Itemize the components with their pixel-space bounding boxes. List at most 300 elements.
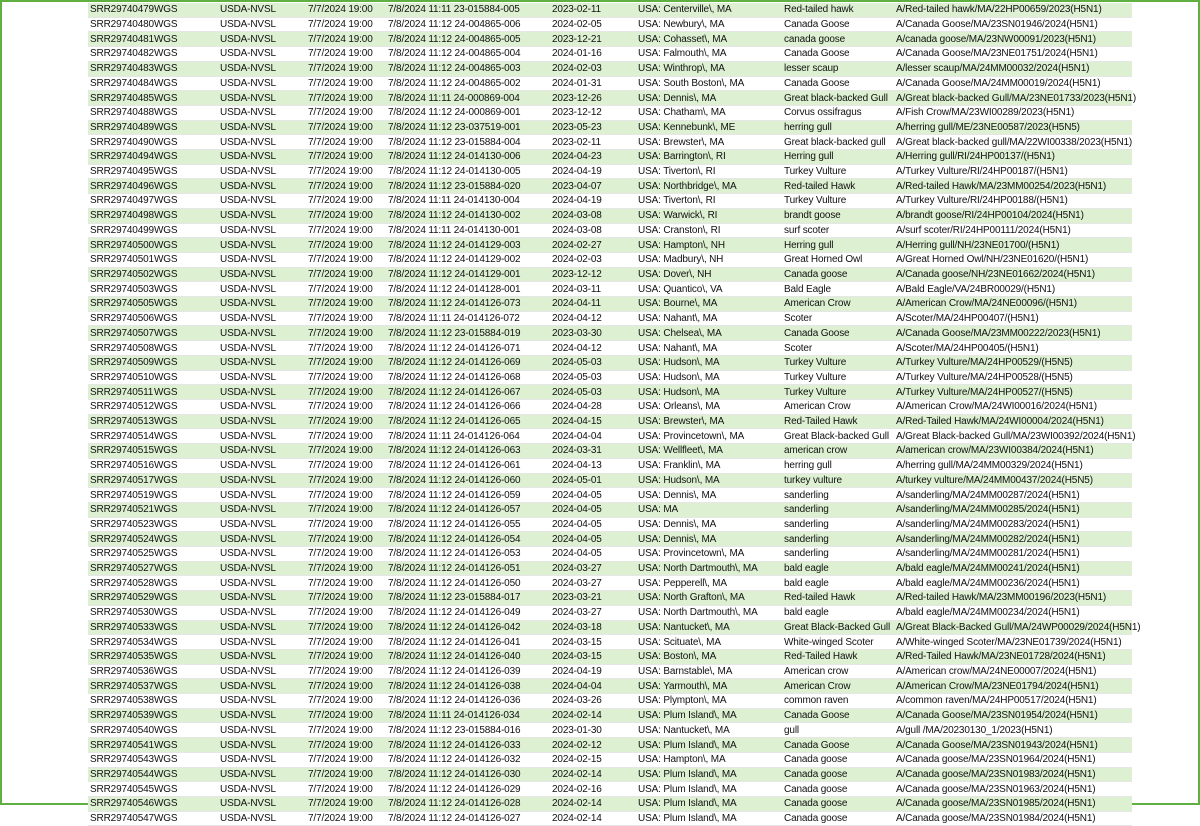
release-date-cell: 7/7/2024 19:00 xyxy=(306,414,386,429)
table-row xyxy=(88,105,1132,120)
collection-date-cell: 2024-01-16 xyxy=(550,47,636,62)
center-name-cell: USDA-NVSL xyxy=(218,3,306,17)
host-cell: common raven xyxy=(782,694,894,709)
load-date-sample-id-cell: 7/8/2024 11:12 24-014126-041 xyxy=(386,635,550,650)
isolate-name-cell: A/Turkey Vulture/RI/24HP00187/(H5N1) xyxy=(894,164,1132,179)
collection-date-cell: 2024-04-11 xyxy=(550,297,636,312)
center-name-cell: USDA-NVSL xyxy=(218,649,306,664)
load-date-sample-id-cell: 7/8/2024 11:12 24-014126-068 xyxy=(386,370,550,385)
isolate-name-cell: A/Turkey Vulture/MA/24HP00529/(H5N5) xyxy=(894,355,1132,370)
center-name-cell: USDA-NVSL xyxy=(218,179,306,194)
load-date-sample-id-cell: 7/8/2024 11:12 23-015884-004 xyxy=(386,135,550,150)
assay-type-cell: WGS xyxy=(152,723,218,738)
table-row xyxy=(88,502,1132,517)
run-accession-cell: SRR29740500 xyxy=(90,239,154,251)
assay-type-cell: WGS xyxy=(152,458,218,473)
host-cell: herring gull xyxy=(782,458,894,473)
host-cell: gull xyxy=(782,723,894,738)
load-date-sample-id-cell: 7/8/2024 11:12 24-014129-001 xyxy=(386,267,550,282)
release-date-cell: 7/7/2024 19:00 xyxy=(306,399,386,414)
host-cell: Great black-backed gull xyxy=(782,135,894,150)
collection-date-cell: 2024-04-05 xyxy=(550,547,636,562)
isolate-name-cell: A/Herring gull/NH/23NE01700/(H5N1) xyxy=(894,238,1132,253)
release-date-cell: 7/7/2024 19:00 xyxy=(306,649,386,664)
run-accession-cell: SRR29740541 xyxy=(90,739,154,751)
load-date-sample-id-cell: 7/8/2024 11:12 24-014126-038 xyxy=(386,679,550,694)
release-date-cell: 7/7/2024 19:00 xyxy=(306,32,386,47)
load-date-sample-id-cell: 7/8/2024 11:12 24-004865-006 xyxy=(386,17,550,32)
center-name-cell: USDA-NVSL xyxy=(218,517,306,532)
geo-location-cell: USA: Plympton\, MA xyxy=(636,694,782,709)
host-cell: Great Horned Owl xyxy=(782,252,894,267)
center-name-cell: USDA-NVSL xyxy=(218,370,306,385)
collection-date-cell: 2024-04-13 xyxy=(550,458,636,473)
collection-date-cell: 2024-04-05 xyxy=(550,532,636,547)
run-accession-cell: SRR29740482 xyxy=(90,48,154,60)
assay-type-cell: WGS xyxy=(152,150,218,165)
isolate-name-cell: A/bald eagle/MA/24MM00236/2024(H5N1) xyxy=(894,576,1132,591)
host-cell: White-winged Scoter xyxy=(782,635,894,650)
center-name-cell: USDA-NVSL xyxy=(218,341,306,356)
assay-type-cell: WGS xyxy=(152,252,218,267)
collection-date-cell: 2024-04-19 xyxy=(550,164,636,179)
collection-date-cell: 2024-03-15 xyxy=(550,635,636,650)
assay-type-cell: WGS xyxy=(152,796,218,811)
assay-type-cell: WGS xyxy=(152,767,218,782)
table-row xyxy=(88,120,1132,135)
collection-date-cell: 2024-04-05 xyxy=(550,502,636,517)
table-row xyxy=(88,370,1132,385)
load-date-sample-id-cell: 7/8/2024 11:12 24-014126-054 xyxy=(386,532,550,547)
host-cell: Red-tailed Hawk xyxy=(782,179,894,194)
release-date-cell: 7/7/2024 19:00 xyxy=(306,179,386,194)
assay-type-cell: WGS xyxy=(152,547,218,562)
center-name-cell: USDA-NVSL xyxy=(218,61,306,76)
assay-type-cell: WGS xyxy=(152,194,218,209)
run-accession-cell: SRR29740512 xyxy=(90,401,154,413)
release-date-cell: 7/7/2024 19:00 xyxy=(306,194,386,209)
run-accession-cell: SRR29740545 xyxy=(90,783,154,795)
assay-type-cell: WGS xyxy=(152,502,218,517)
release-date-cell: 7/7/2024 19:00 xyxy=(306,723,386,738)
release-date-cell: 7/7/2024 19:00 xyxy=(306,120,386,135)
host-cell: Turkey Vulture xyxy=(782,194,894,209)
assay-type-cell: WGS xyxy=(152,91,218,106)
geo-location-cell: USA: Scituate\, MA xyxy=(636,635,782,650)
geo-location-cell: USA: Brewster\, MA xyxy=(636,135,782,150)
center-name-cell: USDA-NVSL xyxy=(218,399,306,414)
table-row xyxy=(88,297,1132,312)
geo-location-cell: USA: Cohasset\, MA xyxy=(636,32,782,47)
geo-location-cell: USA: Dennis\, MA xyxy=(636,488,782,503)
load-date-sample-id-cell: 7/8/2024 11:12 24-004865-004 xyxy=(386,47,550,62)
run-accession-cell: SRR29740484 xyxy=(90,77,154,89)
assay-type-cell: WGS xyxy=(152,223,218,238)
assay-type-cell: WGS xyxy=(152,385,218,400)
table-row xyxy=(88,782,1132,797)
release-date-cell: 7/7/2024 19:00 xyxy=(306,458,386,473)
geo-location-cell: USA: Hudson\, MA xyxy=(636,370,782,385)
host-cell: Canada goose xyxy=(782,782,894,797)
isolate-name-cell: A/gull /MA/20230130_1/2023(H5N1) xyxy=(894,723,1132,738)
isolate-name-cell: A/White-winged Scoter/MA/23NE01739/2024(H5N1) xyxy=(894,635,1132,650)
table-row xyxy=(88,752,1132,767)
center-name-cell: USDA-NVSL xyxy=(218,194,306,209)
collection-date-cell: 2023-12-21 xyxy=(550,32,636,47)
run-accession-cell: SRR29740506 xyxy=(90,313,154,325)
run-accession-cell: SRR29740488 xyxy=(90,107,154,119)
table-row xyxy=(88,282,1132,297)
host-cell: Canada Goose xyxy=(782,17,894,32)
load-date-sample-id-cell: 7/8/2024 11:12 24-014129-002 xyxy=(386,252,550,267)
load-date-sample-id-cell: 7/8/2024 11:11 24-014126-072 xyxy=(386,311,550,326)
assay-type-cell: WGS xyxy=(152,635,218,650)
collection-date-cell: 2024-02-14 xyxy=(550,811,636,826)
collection-date-cell: 2023-12-12 xyxy=(550,267,636,282)
collection-date-cell: 2024-03-26 xyxy=(550,694,636,709)
center-name-cell: USDA-NVSL xyxy=(218,297,306,312)
load-date-sample-id-cell: 7/8/2024 11:12 24-014126-030 xyxy=(386,767,550,782)
table-row xyxy=(88,414,1132,429)
run-accession-cell: SRR29740517 xyxy=(90,474,154,486)
center-name-cell: USDA-NVSL xyxy=(218,620,306,635)
center-name-cell: USDA-NVSL xyxy=(218,105,306,120)
release-date-cell: 7/7/2024 19:00 xyxy=(306,76,386,91)
collection-date-cell: 2024-05-03 xyxy=(550,370,636,385)
table-row xyxy=(88,150,1132,165)
assay-type-cell: WGS xyxy=(152,444,218,459)
geo-location-cell: USA: Boston\, MA xyxy=(636,649,782,664)
release-date-cell: 7/7/2024 19:00 xyxy=(306,429,386,444)
host-cell: Canada Goose xyxy=(782,708,894,723)
isolate-name-cell: A/turkey vulture/MA/24MM00437/2024(H5N5) xyxy=(894,473,1132,488)
run-accession-cell: SRR29740507 xyxy=(90,327,154,339)
center-name-cell: USDA-NVSL xyxy=(218,502,306,517)
release-date-cell: 7/7/2024 19:00 xyxy=(306,135,386,150)
collection-date-cell: 2024-02-16 xyxy=(550,782,636,797)
geo-location-cell: USA: Hudson\, MA xyxy=(636,473,782,488)
isolate-name-cell: A/sanderling/MA/24MM00283/2024(H5N1) xyxy=(894,517,1132,532)
run-accession-cell: SRR29740499 xyxy=(90,224,154,236)
host-cell: bald eagle xyxy=(782,561,894,576)
isolate-name-cell: A/Canada Goose/MA/23SN01943/2024(H5N1) xyxy=(894,738,1132,753)
isolate-name-cell: A/Canada goose/MA/23SN01963/2024(H5N1) xyxy=(894,782,1132,797)
isolate-name-cell: A/Canada Goose/MA/23NE01751/2024(H5N1) xyxy=(894,47,1132,62)
collection-date-cell: 2024-05-03 xyxy=(550,355,636,370)
center-name-cell: USDA-NVSL xyxy=(218,76,306,91)
assay-type-cell: WGS xyxy=(152,341,218,356)
isolate-name-cell: A/herring gull/MA/24MM00329/2024(H5N1) xyxy=(894,458,1132,473)
geo-location-cell: USA: Plum Island\, MA xyxy=(636,708,782,723)
host-cell: Great Black-backed Gull xyxy=(782,429,894,444)
load-date-sample-id-cell: 7/8/2024 11:12 24-014130-006 xyxy=(386,150,550,165)
load-date-sample-id-cell: 7/8/2024 11:12 24-014126-049 xyxy=(386,605,550,620)
run-accession-cell: SRR29740527 xyxy=(90,563,154,575)
center-name-cell: USDA-NVSL xyxy=(218,605,306,620)
assay-type-cell: WGS xyxy=(152,664,218,679)
host-cell: American crow xyxy=(782,664,894,679)
load-date-sample-id-cell: 7/8/2024 11:12 24-014129-003 xyxy=(386,238,550,253)
geo-location-cell: USA: Plum Island\, MA xyxy=(636,796,782,811)
release-date-cell: 7/7/2024 19:00 xyxy=(306,532,386,547)
geo-location-cell: USA: Hudson\, MA xyxy=(636,355,782,370)
release-date-cell: 7/7/2024 19:00 xyxy=(306,591,386,606)
geo-location-cell: USA: Tiverton\, RI xyxy=(636,194,782,209)
load-date-sample-id-cell: 7/8/2024 11:12 24-014126-050 xyxy=(386,576,550,591)
release-date-cell: 7/7/2024 19:00 xyxy=(306,208,386,223)
table-row xyxy=(88,767,1132,782)
run-accession-cell: SRR29740535 xyxy=(90,651,154,663)
assay-type-cell: WGS xyxy=(152,105,218,120)
run-accession-cell: SRR29740515 xyxy=(90,445,154,457)
isolate-name-cell: A/Great black-backed gull/MA/22WI00338/2023(H5N1) xyxy=(896,136,1133,148)
geo-location-cell: USA: South Boston\, MA xyxy=(636,76,782,91)
release-date-cell: 7/7/2024 19:00 xyxy=(306,738,386,753)
table-row xyxy=(88,399,1132,414)
collection-date-cell: 2023-05-23 xyxy=(550,120,636,135)
release-date-cell: 7/7/2024 19:00 xyxy=(306,767,386,782)
load-date-sample-id-cell: 7/8/2024 11:12 24-014126-033 xyxy=(386,738,550,753)
geo-location-cell: USA: Plum Island\, MA xyxy=(636,782,782,797)
center-name-cell: USDA-NVSL xyxy=(218,47,306,62)
release-date-cell: 7/7/2024 19:00 xyxy=(306,576,386,591)
center-name-cell: USDA-NVSL xyxy=(218,17,306,32)
load-date-sample-id-cell: 7/8/2024 11:12 24-014130-002 xyxy=(386,208,550,223)
load-date-sample-id-cell: 7/8/2024 11:11 24-014130-004 xyxy=(386,194,550,209)
release-date-cell: 7/7/2024 19:00 xyxy=(306,252,386,267)
table-row xyxy=(88,326,1132,341)
center-name-cell: USDA-NVSL xyxy=(218,120,306,135)
geo-location-cell: USA: Hampton\, MA xyxy=(636,752,782,767)
geo-location-cell: USA: Dover\, NH xyxy=(636,267,782,282)
isolate-name-cell: A/Red-Tailed Hawk/MA/23NE01728/2024(H5N1) xyxy=(894,649,1132,664)
load-date-sample-id-cell: 7/8/2024 11:12 24-014126-073 xyxy=(386,297,550,312)
collection-date-cell: 2024-02-03 xyxy=(550,61,636,76)
host-cell: Bald Eagle xyxy=(782,282,894,297)
center-name-cell: USDA-NVSL xyxy=(218,164,306,179)
collection-date-cell: 2024-03-27 xyxy=(550,605,636,620)
host-cell: Scoter xyxy=(782,341,894,356)
collection-date-cell: 2024-04-28 xyxy=(550,399,636,414)
release-date-cell: 7/7/2024 19:00 xyxy=(306,620,386,635)
isolate-name-cell: A/bald eagle/MA/24MM00234/2024(H5N1) xyxy=(894,605,1132,620)
load-date-sample-id-cell: 7/8/2024 11:12 24-004865-002 xyxy=(386,76,550,91)
release-date-cell: 7/7/2024 19:00 xyxy=(306,488,386,503)
host-cell: Great black-backed Gull xyxy=(782,91,894,106)
run-accession-cell: SRR29740538 xyxy=(90,695,154,707)
release-date-cell: 7/7/2024 19:00 xyxy=(306,238,386,253)
run-accession-cell: SRR29740510 xyxy=(90,371,154,383)
geo-location-cell: USA: Nantucket\, MA xyxy=(636,620,782,635)
run-accession-cell: SRR29740540 xyxy=(90,724,154,736)
run-accession-cell: SRR29740498 xyxy=(90,210,154,222)
collection-date-cell: 2024-04-04 xyxy=(550,429,636,444)
host-cell: Canada goose xyxy=(782,767,894,782)
assay-type-cell: WGS xyxy=(152,649,218,664)
release-date-cell: 7/7/2024 19:00 xyxy=(306,91,386,106)
table-row xyxy=(88,164,1132,179)
release-date-cell: 7/7/2024 19:00 xyxy=(306,473,386,488)
collection-date-cell: 2024-04-12 xyxy=(550,311,636,326)
assay-type-cell: WGS xyxy=(152,694,218,709)
load-date-sample-id-cell: 7/8/2024 11:12 24-014126-051 xyxy=(386,561,550,576)
isolate-name-cell: A/Canada goose/MA/23SN01983/2024(H5N1) xyxy=(894,767,1132,782)
assay-type-cell: WGS xyxy=(152,267,218,282)
table-row xyxy=(88,135,1132,150)
host-cell: Herring gull xyxy=(782,150,894,165)
load-date-sample-id-cell: 7/8/2024 11:12 24-014126-055 xyxy=(386,517,550,532)
geo-location-cell: USA: Dennis\, MA xyxy=(636,532,782,547)
host-cell: canada goose xyxy=(782,32,894,47)
run-accession-cell: SRR29740514 xyxy=(90,430,154,442)
run-accession-cell: SRR29740481 xyxy=(90,33,154,45)
assay-type-cell: WGS xyxy=(152,414,218,429)
table-row xyxy=(88,385,1132,400)
release-date-cell: 7/7/2024 19:00 xyxy=(306,370,386,385)
center-name-cell: USDA-NVSL xyxy=(218,238,306,253)
isolate-name-cell: A/Canada goose/MA/23SN01985/2024(H5N1) xyxy=(894,796,1132,811)
center-name-cell: USDA-NVSL xyxy=(218,135,306,150)
center-name-cell: USDA-NVSL xyxy=(218,782,306,797)
host-cell: bald eagle xyxy=(782,605,894,620)
isolate-name-cell: A/Canada Goose/MA/23SN01954/2024(H5N1) xyxy=(894,708,1132,723)
load-date-sample-id-cell: 7/8/2024 11:12 24-014126-069 xyxy=(386,355,550,370)
table-row xyxy=(88,679,1132,694)
run-accession-cell: SRR29740508 xyxy=(90,342,154,354)
center-name-cell: USDA-NVSL xyxy=(218,532,306,547)
release-date-cell: 7/7/2024 19:00 xyxy=(306,561,386,576)
host-cell: Red-Tailed Hawk xyxy=(782,414,894,429)
release-date-cell: 7/7/2024 19:00 xyxy=(306,694,386,709)
isolate-name-cell: A/surf scoter/RI/24HP00111/2024(H5N1) xyxy=(894,223,1132,238)
run-accession-cell: SRR29740483 xyxy=(90,63,154,75)
collection-date-cell: 2023-12-26 xyxy=(550,91,636,106)
run-accession-cell: SRR29740523 xyxy=(90,518,154,530)
geo-location-cell: USA: MA xyxy=(636,502,782,517)
table-row xyxy=(88,3,1132,17)
host-cell: Turkey Vulture xyxy=(782,385,894,400)
isolate-name-cell: A/Scoter/MA/24HP00405/(H5N1) xyxy=(894,341,1132,356)
host-cell: Turkey Vulture xyxy=(782,370,894,385)
table-row xyxy=(88,738,1132,753)
host-cell: Canada goose xyxy=(782,811,894,826)
isolate-name-cell: A/Red-tailed Hawk/MA/23MM00196/2023(H5N1) xyxy=(894,591,1132,606)
load-date-sample-id-cell: 7/8/2024 11:12 24-014126-059 xyxy=(386,488,550,503)
assay-type-cell: WGS xyxy=(152,297,218,312)
center-name-cell: USDA-NVSL xyxy=(218,32,306,47)
center-name-cell: USDA-NVSL xyxy=(218,444,306,459)
run-accession-cell: SRR29740533 xyxy=(90,621,154,633)
isolate-name-cell: A/sanderling/MA/24MM00281/2024(H5N1) xyxy=(894,547,1132,562)
geo-location-cell: USA: Nantucket\, MA xyxy=(636,723,782,738)
host-cell: brandt goose xyxy=(782,208,894,223)
table-row xyxy=(88,355,1132,370)
load-date-sample-id-cell: 7/8/2024 11:12 24-014126-071 xyxy=(386,341,550,356)
table-row xyxy=(88,458,1132,473)
run-accession-cell: SRR29740485 xyxy=(90,92,154,104)
load-date-sample-id-cell: 7/8/2024 11:12 24-014126-061 xyxy=(386,458,550,473)
table-row xyxy=(88,252,1132,267)
center-name-cell: USDA-NVSL xyxy=(218,547,306,562)
geo-location-cell: USA: Quantico\, VA xyxy=(636,282,782,297)
isolate-name-cell: A/herring gull/ME/23NE00587/2023(H5N5) xyxy=(894,120,1132,135)
collection-date-cell: 2024-05-03 xyxy=(550,385,636,400)
assay-type-cell: WGS xyxy=(152,591,218,606)
isolate-name-cell: A/Red-tailed hawk/MA/22HP00659/2023(H5N1) xyxy=(894,3,1132,17)
release-date-cell: 7/7/2024 19:00 xyxy=(306,150,386,165)
assay-type-cell: WGS xyxy=(152,370,218,385)
table-row xyxy=(88,620,1132,635)
host-cell: herring gull xyxy=(782,120,894,135)
center-name-cell: USDA-NVSL xyxy=(218,150,306,165)
geo-location-cell: USA: Northbridge\, MA xyxy=(636,179,782,194)
assay-type-cell: WGS xyxy=(152,282,218,297)
assay-type-cell: WGS xyxy=(152,708,218,723)
table-row xyxy=(88,61,1132,76)
table-row xyxy=(88,429,1132,444)
table-row xyxy=(88,267,1132,282)
host-cell: Canada Goose xyxy=(782,326,894,341)
center-name-cell: USDA-NVSL xyxy=(218,429,306,444)
table-row xyxy=(88,649,1132,664)
isolate-name-cell: A/Great Black-backed Gull/MA/23WI00392/2024(H5N1) xyxy=(896,430,1136,442)
table-row xyxy=(88,635,1132,650)
center-name-cell: USDA-NVSL xyxy=(218,723,306,738)
assay-type-cell: WGS xyxy=(152,679,218,694)
load-date-sample-id-cell: 7/8/2024 11:12 24-014130-005 xyxy=(386,164,550,179)
run-accession-cell: SRR29740521 xyxy=(90,504,154,516)
isolate-name-cell: A/Herring gull/RI/24HP00137/(H5N1) xyxy=(894,150,1132,165)
isolate-name-cell: A/bald eagle/MA/24MM00241/2024(H5N1) xyxy=(894,561,1132,576)
collection-date-cell: 2024-03-08 xyxy=(550,208,636,223)
collection-date-cell: 2023-03-30 xyxy=(550,326,636,341)
center-name-cell: USDA-NVSL xyxy=(218,664,306,679)
host-cell: Red-Tailed Hawk xyxy=(782,649,894,664)
release-date-cell: 7/7/2024 19:00 xyxy=(306,17,386,32)
host-cell: Turkey Vulture xyxy=(782,355,894,370)
release-date-cell: 7/7/2024 19:00 xyxy=(306,341,386,356)
geo-location-cell: USA: Nahant\, MA xyxy=(636,341,782,356)
geo-location-cell: USA: Falmouth\, MA xyxy=(636,47,782,62)
assay-type-cell: WGS xyxy=(152,561,218,576)
isolate-name-cell: A/Red-Tailed Hawk/MA/24WI00004/2024(H5N1) xyxy=(894,414,1132,429)
isolate-name-cell: A/sanderling/MA/24MM00282/2024(H5N1) xyxy=(894,532,1132,547)
host-cell: Great Black-Backed Gull xyxy=(782,620,894,635)
table-row xyxy=(88,223,1132,238)
collection-date-cell: 2023-02-11 xyxy=(550,3,636,17)
table-row xyxy=(88,341,1132,356)
run-accession-cell: SRR29740530 xyxy=(90,607,154,619)
center-name-cell: USDA-NVSL xyxy=(218,694,306,709)
host-cell: Canada Goose xyxy=(782,47,894,62)
load-date-sample-id-cell: 7/8/2024 11:12 24-014126-036 xyxy=(386,694,550,709)
geo-location-cell: USA: Centerville\, MA xyxy=(636,3,782,17)
geo-location-cell: USA: Kennebunk\, ME xyxy=(636,120,782,135)
release-date-cell: 7/7/2024 19:00 xyxy=(306,385,386,400)
table-row xyxy=(88,488,1132,503)
geo-location-cell: USA: Pepperell\, MA xyxy=(636,576,782,591)
collection-date-cell: 2024-02-27 xyxy=(550,238,636,253)
run-accession-cell: SRR29740516 xyxy=(90,460,154,472)
center-name-cell: USDA-NVSL xyxy=(218,767,306,782)
release-date-cell: 7/7/2024 19:00 xyxy=(306,547,386,562)
table-row xyxy=(88,311,1132,326)
release-date-cell: 7/7/2024 19:00 xyxy=(306,47,386,62)
host-cell: Canada goose xyxy=(782,267,894,282)
geo-location-cell: USA: Nahant\, MA xyxy=(636,311,782,326)
host-cell: Herring gull xyxy=(782,238,894,253)
load-date-sample-id-cell: 7/8/2024 11:11 24-014126-064 xyxy=(386,429,550,444)
